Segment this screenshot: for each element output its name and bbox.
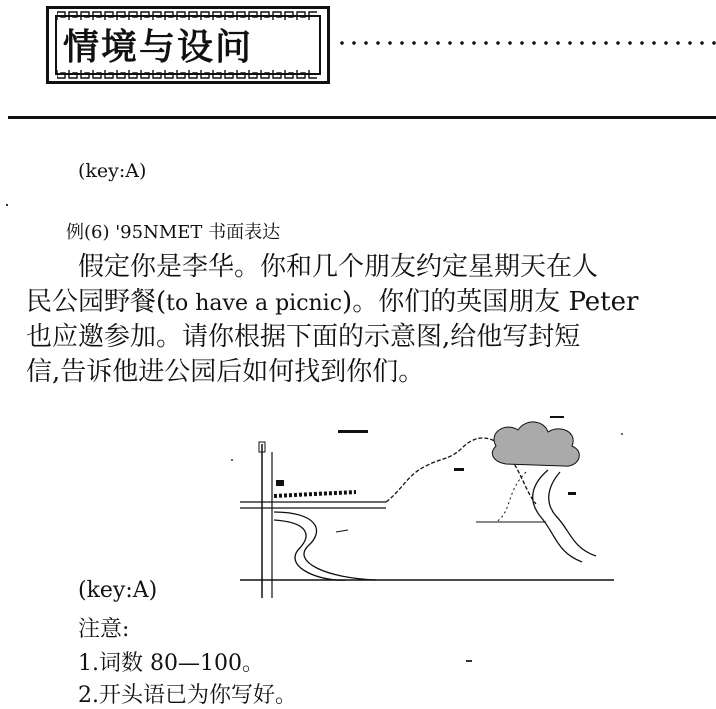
section-title: 情境与设问 [63, 26, 254, 68]
section-title-frame [46, 6, 330, 84]
header-rule [8, 116, 716, 119]
paragraph-line: 假定你是李华。你和几个朋友约定星期天在人 [78, 252, 599, 282]
park-map-drawing [226, 412, 626, 602]
park-map-figure [226, 412, 626, 602]
paragraph-line [26, 285, 716, 321]
example-title: 例(6) '95NMET 书面表达 [66, 222, 281, 243]
paragraph-text: 民公园野餐( [26, 287, 167, 317]
note-item: 2.开头语已为你写好。 [78, 683, 297, 708]
paragraph-text: )。你们的英国朋友 Peter [342, 287, 639, 317]
fret-pattern-top [57, 11, 317, 21]
dotted-leader [336, 40, 716, 46]
paragraph-line: 信,告诉他进公园后如何找到你们。 [26, 357, 425, 387]
answer-key: (key:A) [78, 160, 147, 182]
print-speck [466, 660, 472, 662]
answer-key: (key:A) [78, 578, 158, 603]
paragraph-line: 也应邀参加。请你根据下面的示意图,给他写封短 [26, 322, 581, 352]
fret-pattern-bottom [57, 69, 317, 79]
notes-title: 注意: [78, 617, 130, 642]
paragraph-english-phrase: to have a picnic [166, 291, 343, 316]
print-speck [6, 204, 8, 206]
note-item: 1.词数 80—100。 [78, 651, 264, 676]
